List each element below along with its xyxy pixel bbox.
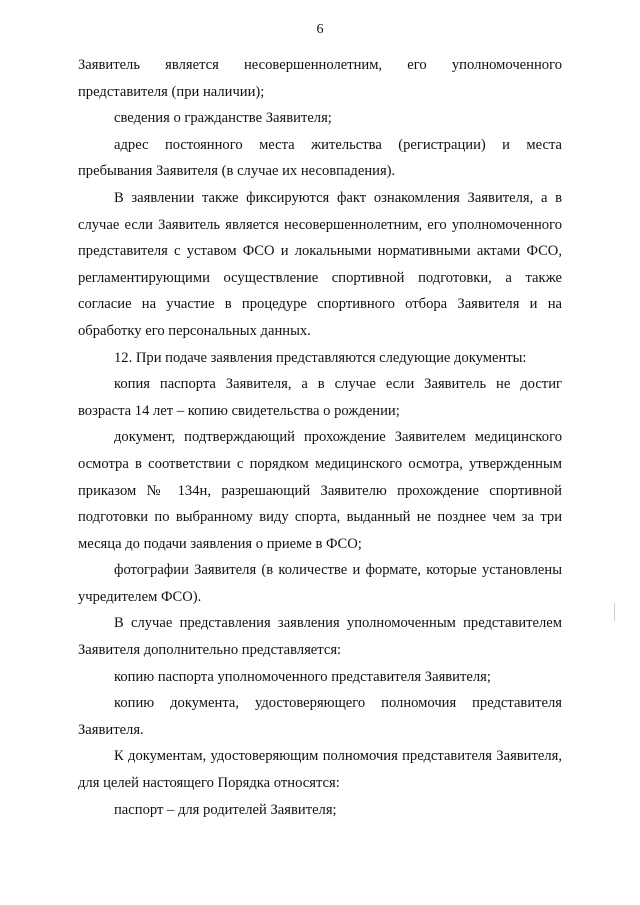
paragraph-applicant-representative: Заявитель является несовершеннолетним, его уполномоченного представителя (при наличии); — [78, 57, 562, 100]
paragraph-passport-copy: копия паспорта Заявителя, а в случае если Заявитель не достиг возраста 14 лет – копию свидетельства о рождении; — [78, 376, 562, 419]
paragraph-authority-documents-list: К документам, удостоверяющим полномочия представителя Заявителя, для целей настоящего Порядка относятся: — [78, 748, 562, 792]
document-body — [78, 52, 562, 823]
paragraph-medical-document: документ, подтверждающий прохождение Заявителем медицинского осмотра в соответствии с порядком медицинского осмотра, утвержденным приказом № 134н, разрешающий Заявителю прохождение спортивной подготовки по выбранному виду спорта, выданный не позднее чем за три месяца до подачи заявления о приеме в ФСО; — [78, 429, 562, 552]
scan-artifact-line — [614, 603, 615, 621]
paragraph-acknowledgement: В заявлении также фиксируются факт ознакомления Заявителя, а в случае если Заявитель является несовершеннолетним, его уполномоченного представителя с уставом ФСО и локальными нормативными актами ФСО, регламентирующими осуществление спортивной подготовки, а также согласие на участие в процедуре спортивного отбора Заявителя и на обработку его персональных данных. — [78, 189, 562, 339]
paragraph-item-12: 12. При подаче заявления представляются следующие документы: — [114, 349, 527, 366]
paragraph-representative-passport: копию паспорта уполномоченного представителя Заявителя; — [114, 668, 491, 685]
page-number: 6 — [316, 22, 324, 37]
paragraph-citizenship: сведения о гражданстве Заявителя; — [114, 110, 332, 127]
paragraph-representative-case: В случае представления заявления уполномоченным представителем Заявителя дополнительно представляется: — [78, 615, 562, 659]
paragraph-photos: фотографии Заявителя (в количестве и формате, которые установлены учредителем ФСО). — [78, 562, 562, 605]
paragraph-address: адрес постоянного места жительства (регистрации) и места пребывания Заявителя (в случае их несовпадения). — [78, 136, 562, 180]
paragraph-authority-document: копию документа, удостоверяющего полномочия представителя Заявителя. — [78, 695, 562, 738]
paragraph-parents-passport: паспорт – для родителей Заявителя; — [114, 801, 337, 818]
